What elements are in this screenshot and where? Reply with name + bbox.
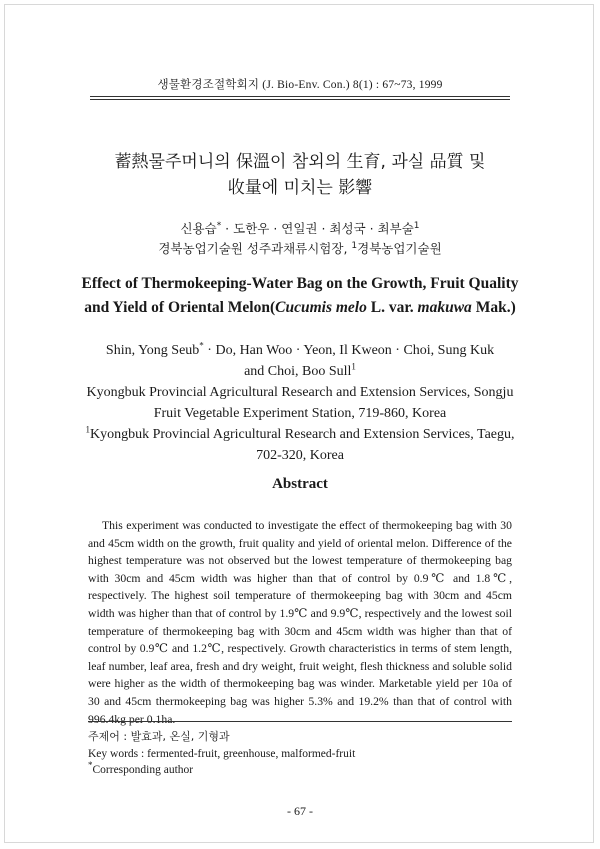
korean-author-names: 신용습* · 도한우 · 연일권 · 최성국 · 최부술$^1$ — [180, 220, 420, 236]
abstract-body: This experiment was conducted to investigate the effect of thermokeeping bag with 30 and 45cm width on the growth, fruit quality and yield of oriental melon. Difference of the highest temperature was not observed but the lowest temperature of thermokeeping bag with 30cm and 45cm width was higher than that of control by 0.9℃ and 1.8℃, respectively. The highest soil temperature of thermokeeping bag with 30cm and 45cm width was higher than that of control by 1.9℃ and 9.9℃, respectively and the lowest soil temperature of thermokeeping bag with 30cm and 45cm width was higher than that of control by 0.9℃ and 1.2℃, respectively. Growth characteristics in terms of stem length, leaf number, leaf area, fresh and dry weight, fruit weight, flesh thickness and soluble solid were higher as the width of thermokeeping bag was winder. Marketable yield per 10a of 30 and 45cm thermokeeping bag was higher 5.3% and 19.2% than that of control with 996.4kg per 0.1ha. — [88, 519, 512, 726]
korean-title-line-1: 蓄熱물주머니의 保溫이 참외의 生育, 과실 品質 및 — [114, 152, 486, 172]
affiliation-2-line-2: 702-320, Korea — [256, 448, 344, 463]
affiliation-marker: 1 — [85, 424, 90, 435]
scientific-name: Cucumis melo — [275, 299, 367, 316]
english-title-line-2: and Yield of Oriental Melon(Cucumis melo L. var. makuwa Mak.) — [84, 299, 516, 316]
footnote-rule — [88, 721, 512, 722]
english-authors — [60, 340, 540, 466]
corresponding-author-note: *Corresponding author — [88, 760, 194, 776]
footnotes — [88, 729, 512, 779]
korean-title-line-2: 收量에 미치는 影響 — [227, 178, 373, 198]
affiliation-marker: 1 — [351, 240, 358, 251]
affiliation-2-line-1: $^1$Kyongbuk Provincial Agricultural Research and Extension Services, Taegu, — [85, 424, 515, 442]
author-names-line-1: Shin, Yong Seub* · Do, Han Woo · Yeon, Il Kweon · Choi, Sung Kuk — [105, 340, 495, 358]
korean-affiliations: 경북농업기술원 성주과채류시험장, $^1$경북농업기술원 — [158, 240, 442, 256]
variety-name: makuwa — [417, 299, 472, 316]
key-words: Key words : fermented-fruit, greenhouse, malformed-fruit — [88, 747, 356, 760]
running-head: 생물환경조절학회지 (J. Bio-Env. Con.) 8(1) : 67~73, 1999 — [157, 79, 443, 91]
affiliation-1-line-1: Kyongbuk Provincial Agricultural Research and Extension Services, Songju — [86, 385, 514, 400]
corresponding-marker: * — [199, 340, 204, 351]
affiliation-marker: 1 — [351, 361, 356, 372]
korean-authors — [60, 219, 540, 259]
corresponding-marker: * — [216, 220, 222, 231]
corresponding-marker: * — [88, 760, 93, 771]
korean-keywords: 주제어 : 발효과, 온실, 기형과 — [88, 730, 230, 743]
english-title — [60, 272, 540, 320]
affiliation-1-line-2: Fruit Vegetable Experiment Station, 719-860, Korea — [153, 406, 447, 421]
author-names-line-2: and Choi, Boo Sull$^1$ — [244, 361, 356, 379]
korean-title — [60, 149, 540, 201]
page-number: - 67 - — [287, 804, 313, 818]
abstract-heading: Abstract — [272, 476, 328, 492]
affiliation-marker: 1 — [413, 220, 420, 231]
english-title-line-1: Effect of Thermokeeping-Water Bag on the Growth, Fruit Quality — [81, 275, 519, 292]
header-rule — [90, 96, 510, 100]
